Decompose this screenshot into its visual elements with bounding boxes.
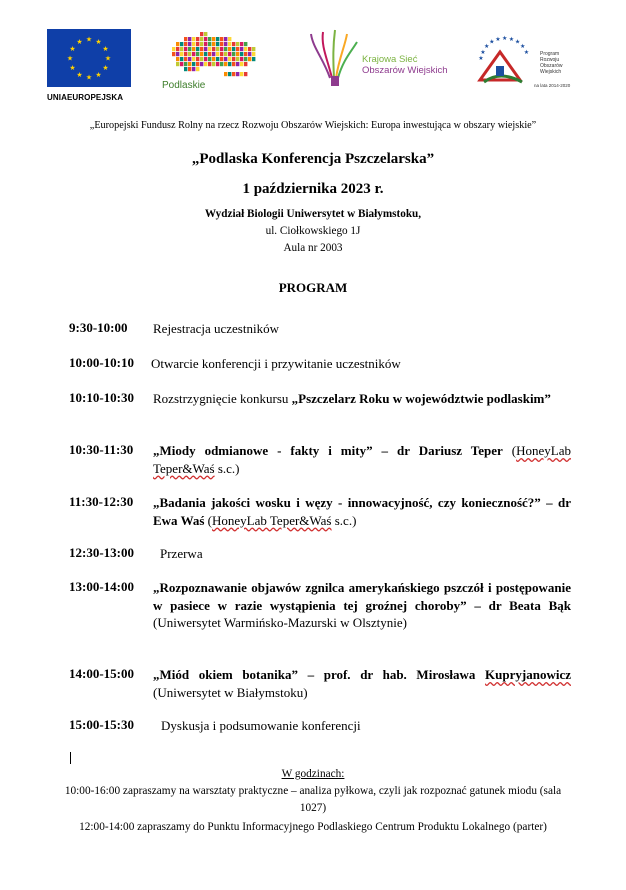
prow-line2: Rozwoju [540, 57, 560, 63]
bison-tile [180, 42, 183, 46]
prow-star-icon: ★ [502, 36, 508, 42]
bison-tile [200, 52, 203, 56]
bison-tile [188, 47, 191, 51]
ksow-line1: Krajowa Sieć [362, 54, 418, 65]
bison-tile [220, 62, 223, 66]
bison-tile [252, 52, 255, 56]
bison-tile [240, 72, 243, 76]
eu-flag-logo [47, 29, 131, 87]
prow-logo [470, 30, 590, 94]
bison-tile [244, 62, 247, 66]
bison-tile [196, 52, 199, 56]
footer-workshop: 10:00-16:00 zapraszamy na warsztaty praktyczne – analiza pyłkowa, czyli jak rozpoznać gatunek miodu (sala 1027) [64, 785, 562, 814]
bison-tile [192, 37, 195, 41]
program-time: 11:30-12:30 [69, 494, 134, 509]
bison-tile [196, 42, 199, 46]
eu-star-icon: ★ [76, 71, 83, 79]
bison-tile [236, 62, 239, 66]
bison-tile [176, 47, 179, 51]
bison-tile [184, 52, 187, 56]
prow-star-icon: ★ [523, 49, 530, 56]
program-time: 10:10-10:30 [69, 390, 134, 405]
bison-tile [200, 32, 203, 36]
bison-tile [188, 67, 191, 71]
eu-star-icon: ★ [95, 38, 102, 46]
eu-star-icon: ★ [85, 73, 93, 82]
program-desc: „Badania jakości wosku i węzy - innowacyjność, czy konieczność?” – dr Ewa Waś (HoneyLab Teper&Waś s.c.) [153, 495, 571, 528]
bison-tile [220, 37, 223, 41]
bison-tile [212, 62, 215, 66]
eu-star-icon: ★ [69, 45, 76, 53]
program-time: 15:00-15:30 [69, 717, 134, 732]
bison-tile [172, 52, 175, 56]
bison-tile [200, 37, 203, 41]
bison-tile [192, 42, 195, 46]
bison-tile [216, 52, 219, 56]
bison-tile [244, 47, 247, 51]
bison-tile [220, 47, 223, 51]
prow-star-icon: ★ [478, 56, 484, 63]
bison-tile [224, 37, 227, 41]
bison-tile [240, 57, 243, 61]
footer-heading: W godzinach: [281, 768, 345, 780]
eu-star-icon: ★ [76, 38, 83, 46]
bison-tile [232, 47, 235, 51]
bison-tile [232, 72, 235, 76]
bison-tile [216, 37, 219, 41]
bison-tile [180, 52, 183, 56]
bison-tile [204, 52, 207, 56]
program-desc: „Miody odmianowe - fakty i mity” – dr Dariusz Teper (HoneyLab Teper&Waś s.c.) [153, 443, 571, 476]
bison-tile [204, 37, 207, 41]
bison-tile [192, 47, 195, 51]
program-desc: Dyskusja i podsumowanie konferencji [161, 718, 361, 733]
program-time: 9:30-10:00 [69, 320, 128, 335]
eu-star-icon: ★ [95, 71, 102, 79]
bison-tile [200, 62, 203, 66]
bison-tile [216, 57, 219, 61]
prow-line3: Obszarów [540, 63, 563, 69]
bison-tile [228, 62, 231, 66]
bison-tile [248, 52, 251, 56]
bison-tile [216, 62, 219, 66]
eu-star-icon: ★ [85, 35, 93, 44]
bison-tile [204, 62, 207, 66]
bison-tile [236, 47, 239, 51]
bison-tile [208, 57, 211, 61]
bison-tile [220, 57, 223, 61]
bison-tile [188, 42, 191, 46]
bison-tile [228, 47, 231, 51]
bison-tile [224, 62, 227, 66]
bison-tile [216, 47, 219, 51]
bison-tile [180, 62, 183, 66]
podlaskie-logo [160, 28, 270, 94]
bison-tile [244, 72, 247, 76]
program-desc: Otwarcie konferencji i przywitanie uczestników [151, 356, 401, 371]
bison-tile [192, 67, 195, 71]
bison-tile [176, 42, 179, 46]
bison-tile [244, 52, 247, 56]
bison-tile [248, 47, 251, 51]
bison-tile [240, 42, 243, 46]
program-heading: PROGRAM [278, 280, 348, 295]
bison-tile [228, 72, 231, 76]
bison-tile [184, 47, 187, 51]
bison-tile [192, 52, 195, 56]
bison-tile [228, 57, 231, 61]
eu-label: UNIAEUROPEJSKA [47, 93, 124, 102]
bison-tile [196, 62, 199, 66]
venue-line-2: ul. Ciołkowskiego 1J [265, 225, 361, 237]
bison-tile [236, 42, 239, 46]
bison-tile [208, 37, 211, 41]
bison-tile [196, 47, 199, 51]
bison-tile [188, 37, 191, 41]
bison-tile [224, 52, 227, 56]
bison-tile [212, 57, 215, 61]
prow-star-icon: ★ [514, 39, 521, 46]
bison-tile [232, 62, 235, 66]
bison-tile [224, 42, 227, 46]
bison-tile [204, 57, 207, 61]
bison-tile [224, 47, 227, 51]
eu-star-icon: ★ [104, 54, 112, 63]
bison-tile [224, 57, 227, 61]
prow-star-icon: ★ [495, 37, 501, 43]
bison-tile [196, 67, 199, 71]
bison-tile [184, 42, 187, 46]
venue-line-3: Aula nr 2003 [283, 242, 343, 254]
bison-tile [184, 57, 187, 61]
footer-info-point: 12:00-14:00 zapraszamy do Punktu Informacyjnego Podlaskiego Centrum Produktu Lokalnego (parter) [79, 821, 547, 833]
program-desc: Rozstrzygnięcie konkursu „Pszczelarz Roku w województwie podlaskim” [153, 391, 551, 406]
bison-tile [220, 52, 223, 56]
bison-tile [184, 62, 187, 66]
bison-tile [208, 62, 211, 66]
bison-tile [240, 52, 243, 56]
bison-tile [244, 57, 247, 61]
bison-tile [244, 42, 247, 46]
text-cursor [70, 752, 71, 764]
bison-tile [240, 47, 243, 51]
logo-bar [0, 0, 626, 110]
bison-tile [176, 57, 179, 61]
bison-tile [176, 62, 179, 66]
program-time: 12:30-13:00 [69, 545, 134, 560]
bison-tile [200, 47, 203, 51]
bison-tile [196, 57, 199, 61]
bison-tile [236, 72, 239, 76]
eu-star-icon: ★ [102, 45, 109, 53]
bison-tile [200, 57, 203, 61]
bison-tile [204, 32, 207, 36]
bison-tile [232, 57, 235, 61]
fund-statement: „Europejski Fundusz Rolny na rzecz Rozwoju Obszarów Wiejskich: Europa inwestująca w obszary wiejskie” [89, 120, 537, 131]
program-desc: „Miód okiem botanika” – prof. dr hab. Mirosława Kupryjanowicz (Uniwersytet w Białymstoku) [153, 667, 571, 700]
bison-tile [184, 67, 187, 71]
podlaskie-logo-text: Podlaskie [162, 80, 206, 91]
program-desc: Rejestracja uczestników [153, 321, 279, 336]
bison-tile [212, 47, 215, 51]
bison-tile [212, 37, 215, 41]
bison-tile [204, 42, 207, 46]
bison-tile [208, 42, 211, 46]
conference-date: 1 października 2023 r. [242, 181, 384, 197]
bison-tile [184, 37, 187, 41]
bison-tile [252, 57, 255, 61]
bison-tile [240, 62, 243, 66]
bison-tile [192, 62, 195, 66]
prow-star-icon: ★ [484, 44, 490, 51]
bison-tile [204, 47, 207, 51]
bison-tile [200, 42, 203, 46]
prow-star-icon: ★ [480, 49, 486, 56]
prow-line5: na lata 2014-2020 [534, 83, 571, 88]
eu-star-icon: ★ [69, 64, 76, 72]
bison-tile [228, 42, 231, 46]
conference-title: „Podlaska Konferencja Pszczelarska” [191, 151, 435, 167]
ksow-line2: Obszarów Wiejskich [362, 65, 448, 76]
bison-tile [248, 57, 251, 61]
eu-star-icon: ★ [102, 64, 109, 72]
bison-tile [224, 72, 227, 76]
prow-star-icon: ★ [520, 44, 526, 51]
bison-tile [208, 47, 211, 51]
bison-tile [220, 42, 223, 46]
bison-tile [236, 52, 239, 56]
program-desc: Przerwa [160, 546, 203, 561]
bison-tile [180, 47, 183, 51]
ksow-logo [305, 28, 465, 94]
bison-tile [192, 57, 195, 61]
eu-star-icon: ★ [66, 54, 74, 63]
bison-tile [232, 52, 235, 56]
venue-line-1: Wydział Biologii Uniwersytet w Białymstoku, [204, 208, 422, 220]
bison-tile [212, 42, 215, 46]
program-time: 14:00-15:00 [69, 666, 134, 681]
prow-line1: Program [540, 51, 560, 57]
bison-tile [180, 57, 183, 61]
program-time: 10:30-11:30 [69, 442, 134, 457]
bison-tile [228, 37, 231, 41]
prow-star-icon: ★ [508, 37, 515, 43]
bison-tile [212, 52, 215, 56]
bison-tile [196, 37, 199, 41]
bison-tile [232, 42, 235, 46]
bison-tile [208, 52, 211, 56]
bison-tile [252, 47, 255, 51]
prow-line4: Wiejskich [540, 69, 562, 75]
program-desc: „Rozpoznawanie objawów zgnilca amerykańskiego pszczół i postępowanie w pasiece w razie wystąpienia tej groźnej choroby” – dr Beata Bąk (Uniwersytet Warmińsko-Mazurski w Olsztynie) [153, 580, 571, 630]
bison-tile [188, 62, 191, 66]
bison-tile [236, 57, 239, 61]
bison-tile [176, 52, 179, 56]
bison-tile [188, 57, 191, 61]
bison-tile [216, 42, 219, 46]
bison-tile [228, 52, 231, 56]
prow-star-icon: ★ [489, 39, 495, 46]
bison-tile [172, 47, 175, 51]
program-time: 10:00-10:10 [69, 355, 134, 370]
bison-tile [188, 52, 191, 56]
program-time: 13:00-14:00 [69, 579, 134, 594]
